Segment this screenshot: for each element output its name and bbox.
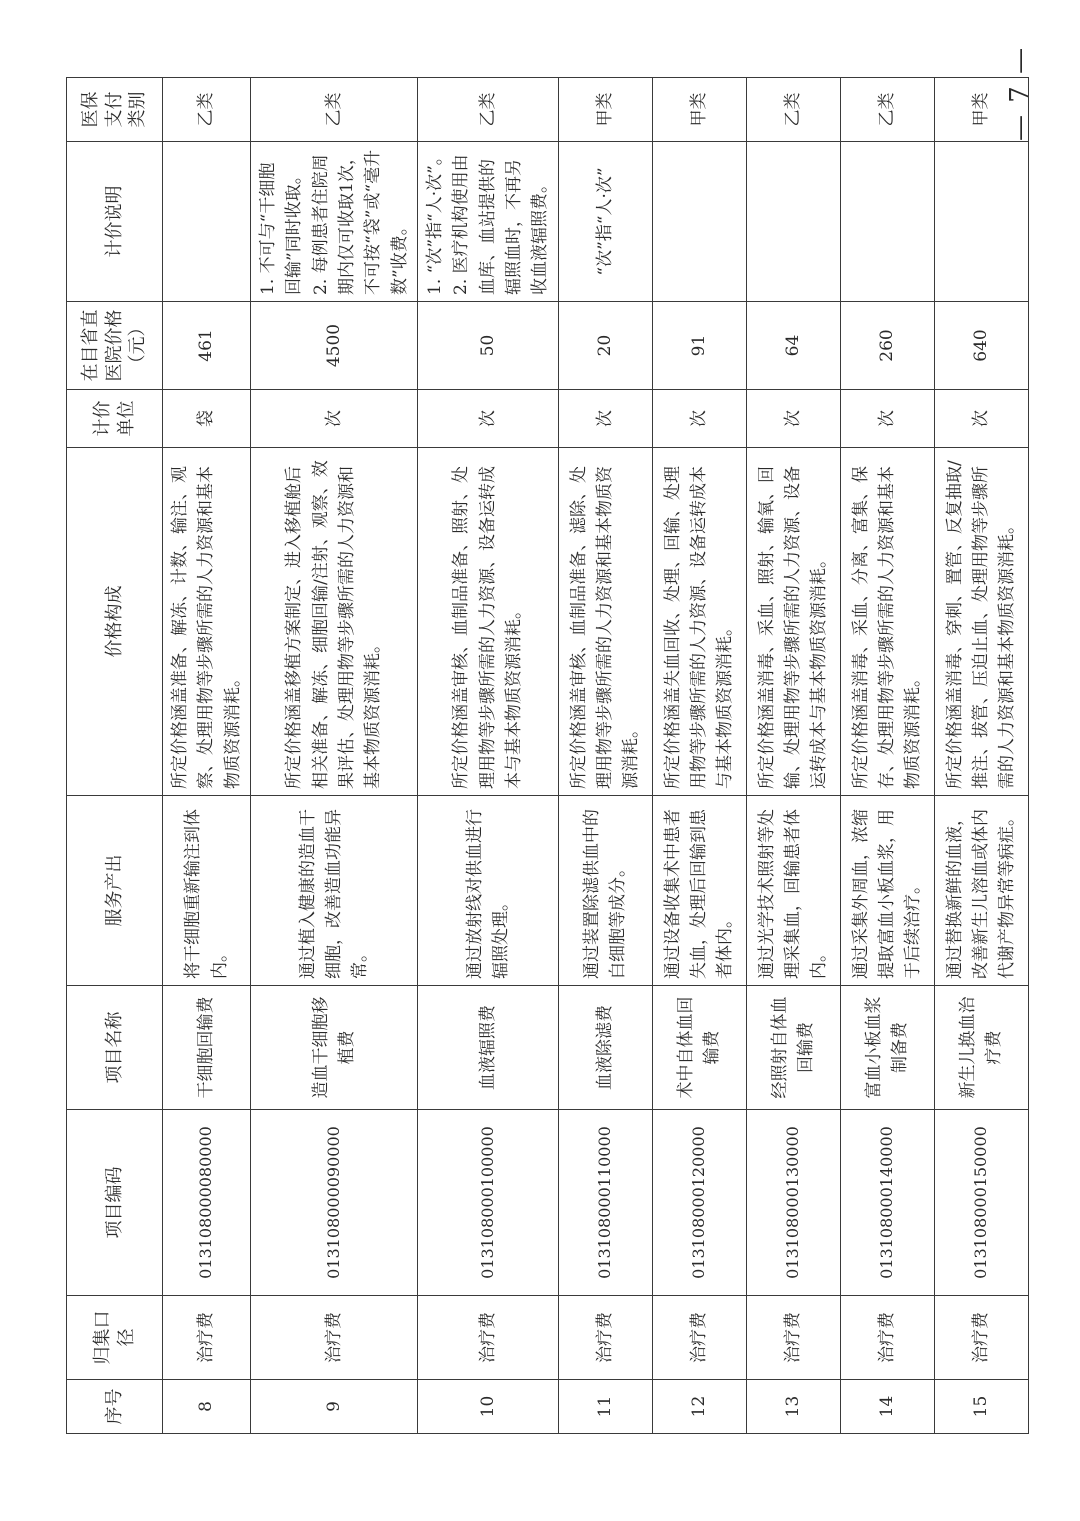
cell-note [163, 142, 251, 302]
cell-code: 013108000090000 [251, 1110, 418, 1296]
cell-category: 治疗费 [251, 1296, 418, 1380]
price-table [66, 77, 1029, 1434]
cell-price: 91 [652, 302, 746, 390]
cell-unit: 袋 [163, 390, 251, 448]
header-row [67, 78, 163, 1434]
cell-service: 通过植入健康的造血干细胞，改善造血功能异常。 [251, 796, 418, 986]
header-unit: 计价单位 [67, 390, 163, 448]
table-row [558, 78, 652, 1434]
cell-service: 将干细胞重新输注到体内。 [163, 796, 251, 986]
cell-seq: 12 [652, 1380, 746, 1434]
cell-category: 治疗费 [163, 1296, 251, 1380]
cell-price-composition: 所定价格涵盖移植方案制定、进入移植舱后相关准备、解冻、细胞回输/注射、观察、效果评估、处理用物等步骤所需的人力资源和基本物质资源消耗。 [251, 448, 418, 796]
cell-code: 013108000150000 [934, 1110, 1028, 1296]
cell-price-composition: 所定价格涵盖消毒、采血、照射、输氧、回输、处理用物等步骤所需的人力资源、设备运转成本与基本物质资源消耗。 [746, 448, 840, 796]
cell-category: 治疗费 [558, 1296, 652, 1380]
header-seq: 序号 [67, 1380, 163, 1434]
table-row [163, 78, 251, 1434]
cell-price: 461 [163, 302, 251, 390]
cell-name: 新生儿换血治疗费 [934, 986, 1028, 1110]
cell-service: 通过光学技术照射等处理采集血，回输患者体内。 [746, 796, 840, 986]
table-row [251, 78, 418, 1434]
header-code: 项目编码 [67, 1110, 163, 1296]
cell-category: 治疗费 [840, 1296, 934, 1380]
cell-insurance: 甲类 [934, 78, 1028, 142]
cell-insurance: 乙类 [251, 78, 418, 142]
cell-unit: 次 [558, 390, 652, 448]
cell-seq: 8 [163, 1380, 251, 1434]
table-row [746, 78, 840, 1434]
table-row [418, 78, 559, 1434]
cell-category: 治疗费 [934, 1296, 1028, 1380]
cell-price-composition: 所定价格涵盖消毒、穿刺、置管、反复抽取/推注、拔管、压迫止血、处理用物等步骤所需的人力资源和基本物质资源消耗。 [934, 448, 1028, 796]
cell-price: 640 [934, 302, 1028, 390]
header-note: 计价说明 [67, 142, 163, 302]
cell-code: 013108000120000 [652, 1110, 746, 1296]
cell-unit: 次 [840, 390, 934, 448]
cell-seq: 14 [840, 1380, 934, 1434]
cell-note: 1. “次”指“人·次”。 2. 医疗机构使用由血库、血站提供的辐照血时，不再另收血液辐照费。 [418, 142, 559, 302]
cell-insurance: 甲类 [558, 78, 652, 142]
cell-unit: 次 [652, 390, 746, 448]
cell-note [652, 142, 746, 302]
header-name: 项目名称 [67, 986, 163, 1110]
cell-price-composition: 所定价格涵盖审核、血制品准备、滤除、处理用物等步骤所需的人力资源和基本物质资源消耗。 [558, 448, 652, 796]
cell-price-composition: 所定价格涵盖失血回收、处理、回输、处理用物等步骤所需的人力资源、设备运转成本与基本物质资源消耗。 [652, 448, 746, 796]
cell-note [746, 142, 840, 302]
cell-unit: 次 [746, 390, 840, 448]
cell-price-composition: 所定价格涵盖消毒、采血、分离、富集、保存、处理用物等步骤所需的人力资源和基本物质资源消耗。 [840, 448, 934, 796]
cell-code: 013108000100000 [418, 1110, 559, 1296]
cell-seq: 11 [558, 1380, 652, 1434]
header-insurance: 医保支付类别 [67, 78, 163, 142]
cell-unit: 次 [418, 390, 559, 448]
cell-code: 013108000140000 [840, 1110, 934, 1296]
table-row [652, 78, 746, 1434]
cell-name: 富血小板血浆制备费 [840, 986, 934, 1110]
cell-seq: 10 [418, 1380, 559, 1434]
cell-price-composition: 所定价格涵盖准备、解冻、计数、输注、观察、处理用物等步骤所需的人力资源和基本物质资源消耗。 [163, 448, 251, 796]
cell-name: 血液除滤费 [558, 986, 652, 1110]
cell-price: 260 [840, 302, 934, 390]
cell-note: “次”指“人·次” [558, 142, 652, 302]
cell-unit: 次 [934, 390, 1028, 448]
page-number: — 7 — [1005, 45, 1035, 141]
cell-price-composition: 所定价格涵盖审核、血制品准备、照射、处理用物等步骤所需的人力资源、设备运转成本与基本物质资源消耗。 [418, 448, 559, 796]
cell-name: 经照射自体血回输费 [746, 986, 840, 1110]
cell-insurance: 乙类 [418, 78, 559, 142]
cell-price: 50 [418, 302, 559, 390]
cell-service: 通过装置除滤供血中的白细胞等成分。 [558, 796, 652, 986]
cell-service: 通过设备收集术中患者失血，处理后回输到患者体内。 [652, 796, 746, 986]
cell-name: 造血干细胞移植费 [251, 986, 418, 1110]
cell-insurance: 乙类 [163, 78, 251, 142]
header-price-composition: 价格构成 [67, 448, 163, 796]
cell-seq: 9 [251, 1380, 418, 1434]
cell-note [934, 142, 1028, 302]
cell-seq: 15 [934, 1380, 1028, 1434]
cell-service: 通过放射线对供血进行辐照处理。 [418, 796, 559, 986]
cell-code: 013108000130000 [746, 1110, 840, 1296]
cell-price: 64 [746, 302, 840, 390]
table-row [840, 78, 934, 1434]
cell-category: 治疗费 [652, 1296, 746, 1380]
cell-category: 治疗费 [418, 1296, 559, 1380]
cell-unit: 次 [251, 390, 418, 448]
cell-note: 1. 不可与“干细胞回输”同时收取。 2. 每例患者住院周期内仅可收取1次，不可按“袋”或“毫升数”收费。 [251, 142, 418, 302]
table-row [934, 78, 1028, 1434]
cell-insurance: 甲类 [652, 78, 746, 142]
header-price: 在目省直医院价格（元） [67, 302, 163, 390]
header-service: 服务产出 [67, 796, 163, 986]
cell-service: 通过替换新鲜的血液，改善新生儿溶血或体内代谢产物异常等病症。 [934, 796, 1028, 986]
cell-code: 013108000080000 [163, 1110, 251, 1296]
cell-name: 术中自体血回输费 [652, 986, 746, 1110]
cell-name: 血液辐照费 [418, 986, 559, 1110]
cell-insurance: 乙类 [840, 78, 934, 142]
cell-price: 20 [558, 302, 652, 390]
cell-seq: 13 [746, 1380, 840, 1434]
cell-category: 治疗费 [746, 1296, 840, 1380]
cell-code: 013108000110000 [558, 1110, 652, 1296]
cell-note [840, 142, 934, 302]
header-category: 归集口径 [67, 1296, 163, 1380]
cell-insurance: 乙类 [746, 78, 840, 142]
cell-name: 干细胞回输费 [163, 986, 251, 1110]
cell-price: 4500 [251, 302, 418, 390]
cell-service: 通过采集外周血，浓缩提取富血小板血浆，用于后续治疗。 [840, 796, 934, 986]
